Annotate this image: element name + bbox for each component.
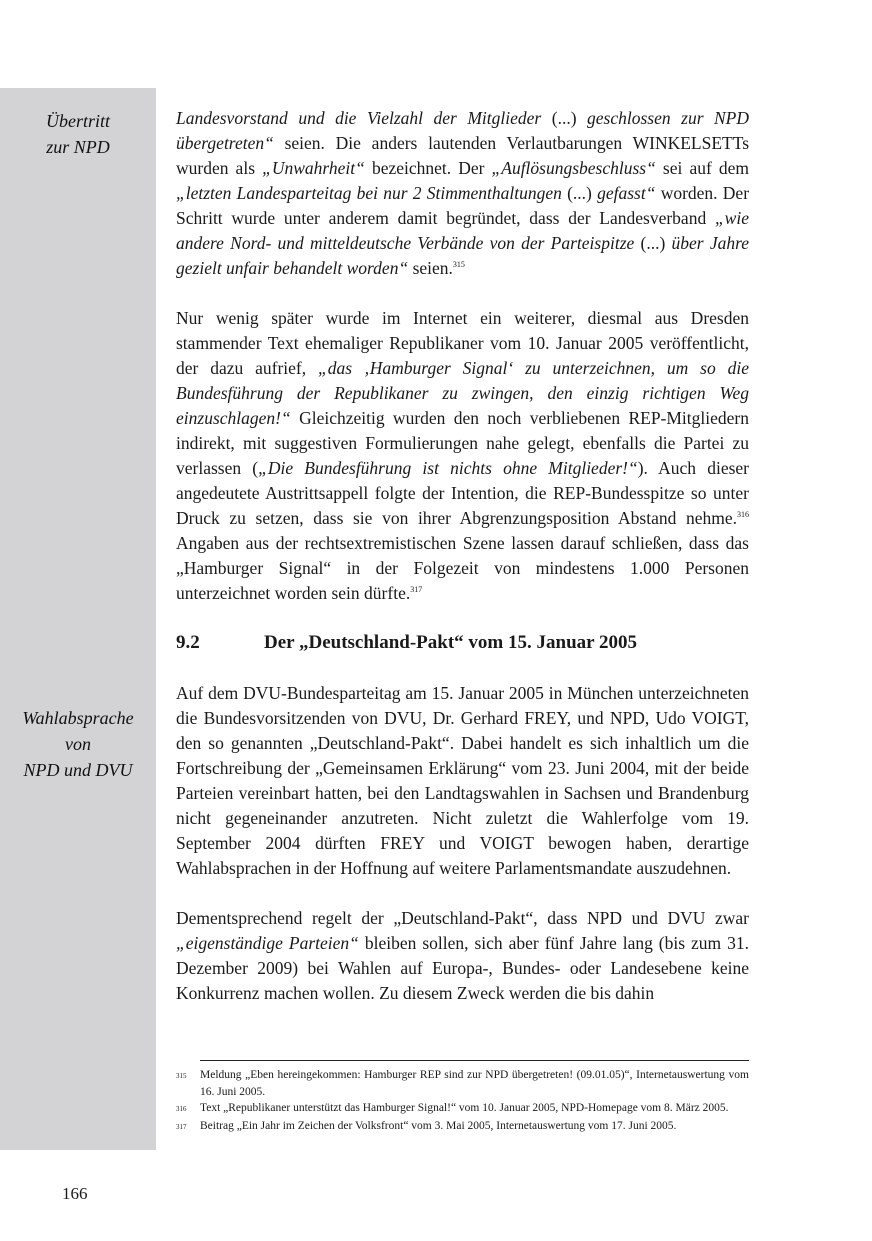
footnote-text: Meldung „Eben hereingekommen: Hamburger REP sind zur NPD übergetreten! (09.01.05)“, Internetauswertung vom 16. Juni 2005. bbox=[200, 1069, 749, 1098]
text-run: Gleichzeitig wurden den noch verbliebenen REP-Mitgliedern indirekt, mit suggestiven Formulierungen nahe gelegt, ebenfalls die Partei zu verlassen ( bbox=[176, 408, 749, 478]
text-run: worden. Der Schritt wurde unter anderem damit begründet, dass der Landesverband bbox=[176, 183, 750, 228]
footnote-text: Beitrag „Ein Jahr im Zeichen der Volksfront“ vom 3. Mai 2005, Internetauswertung vom 17. Juni 2005. bbox=[200, 1119, 677, 1132]
quoted-text: „letzten Landesparteitag bei nur 2 Stimmenthaltungen bbox=[176, 183, 562, 203]
text-run: (...) bbox=[541, 108, 588, 128]
margin-sidebar bbox=[0, 88, 156, 1150]
footnote-reference: 315 bbox=[452, 260, 465, 270]
quoted-text: gefasst“ bbox=[597, 183, 656, 203]
quoted-text: „wie andere Nord- und mitteldeutsche Verbände von der Parteispitze bbox=[176, 208, 749, 253]
paragraph-deutschland-pakt bbox=[176, 681, 749, 881]
quoted-text: „Die Bundesführung ist nichts ohne Mitglieder!“ bbox=[258, 458, 638, 478]
footnote-reference: 317 bbox=[410, 585, 423, 595]
quoted-text: „eigenständige Parteien“ bbox=[176, 933, 359, 953]
quoted-text: über Jahre gezielt unfair behandelt worden“ bbox=[176, 233, 750, 278]
footnote-number: 315 bbox=[176, 1072, 187, 1080]
text-run: Dementsprechend regelt der „Deutschland-Pakt“, dass NPD und DVU zwar bbox=[176, 908, 749, 928]
text-run: (...) bbox=[561, 183, 598, 203]
quoted-text: geschlossen zur NPD übergetreten“ bbox=[176, 108, 750, 153]
footnote-317 bbox=[176, 1118, 749, 1136]
footnote-316 bbox=[176, 1100, 749, 1118]
margin-note-line: zur NPD bbox=[46, 137, 110, 157]
footnote-315 bbox=[176, 1067, 749, 1100]
quoted-text: „Unwahrheit“ bbox=[262, 158, 365, 178]
main-text-column-2 bbox=[176, 681, 749, 1006]
margin-note-line: NPD und DVU bbox=[23, 760, 133, 780]
main-text-column bbox=[176, 106, 749, 606]
text-run: seien. Die anders lautenden Verlautbarungen WINKELSETTs wurden als bbox=[176, 133, 749, 178]
margin-note-wahlabsprache bbox=[0, 705, 156, 783]
text-run: sei auf dem bbox=[655, 158, 749, 178]
paragraph-dementsprechend bbox=[176, 906, 749, 1006]
section-title: Der „Deutschland-Pakt“ vom 15. Januar 2005 bbox=[264, 632, 637, 653]
text-run: Angaben aus der rechtsextremistischen Szene lassen darauf schließen, dass das „Hamburger Signal“ in der Folgezeit von mindestens 1.000 Personen unterzeichnet worden sein dürfte. bbox=[176, 533, 749, 603]
footnotes bbox=[176, 1067, 749, 1135]
margin-note-line: Wahlabsprache bbox=[22, 708, 134, 728]
section-heading bbox=[176, 630, 749, 656]
quoted-text: Landesvorstand und die Vielzahl der Mitglieder bbox=[176, 108, 542, 128]
footnote-divider bbox=[200, 1060, 749, 1061]
quoted-text: „Auflösungsbeschluss“ bbox=[491, 158, 656, 178]
footnote-number: 316 bbox=[176, 1105, 187, 1113]
margin-note-line: Übertritt bbox=[45, 111, 110, 131]
text-run: ). Auch dieser angedeutete Austrittsappell folgte der Intention, die REP-Bundesspitze so unter Druck zu setzen, dass sie von ihrer Abgrenzungsposition Abstand nehme. bbox=[176, 458, 749, 528]
text-run: (...) bbox=[634, 233, 672, 253]
text-run: Auf dem DVU-Bundesparteitag am 15. Januar 2005 in München unterzeichneten die Bundesvorsitzenden von DVU, Dr. Gerhard FREY, und NPD, Udo VOIGT, den so genannten „Deutschland-Pakt“. Dabei handelt es sich inhaltlich um die Fortschreibung der „Gemeinsamen Erklärung“ vom 23. Juni 2004, mit der beide Parteien vereinbart hatten, bei den Landtagswahlen in Sachsen und Brandenburg nicht gegeneinander anzutreten. Nicht zuletzt die Wahlerfolge vom 19. September 2004 dürften FREY und VOIGT bewogen haben, derartige Wahlabsprachen in der Hoffnung auf weitere Parlamentsmandate auszudehnen. bbox=[176, 683, 749, 878]
margin-note-uebertritt bbox=[0, 108, 156, 160]
text-run: bezeichnet. Der bbox=[364, 158, 492, 178]
footnote-number: 317 bbox=[176, 1122, 187, 1131]
footnote-text: Text „Republikaner unterstützt das Hamburger Signal!“ vom 10. Januar 2005, NPD-Homepage vom 8. März 2005. bbox=[200, 1102, 729, 1114]
margin-note-line: von bbox=[65, 734, 91, 754]
section-number: 9.2 bbox=[176, 632, 200, 653]
text-run: seien. bbox=[408, 258, 453, 278]
text-run: Nur wenig später wurde im Internet ein weiterer, diesmal aus Dresden stammender Text ehemaliger Republikaner vom 10. Januar 2005 veröffentlicht, der dazu aufrief, bbox=[176, 308, 749, 378]
text-run: bleiben sollen, sich aber fünf Jahre lang (bis zum 31. Dezember 2009) bei Wahlen auf Europa-, Bundes- oder Landesebene keine Konkurrenz machen wollen. Zu diesem Zweck werden die bis dahin bbox=[176, 933, 749, 1003]
footnote-reference: 316 bbox=[737, 510, 749, 520]
page-number: 166 bbox=[62, 1184, 88, 1203]
paragraph-hamburger-signal bbox=[176, 306, 749, 606]
quoted-text: „das ‚Hamburger Signal‘ zu unterzeichnen, um so die Bundesführung der Republikaner zu zwingen, den einzig richtigen Weg einzuschlagen!“ bbox=[176, 358, 749, 428]
paragraph-uebertritt bbox=[176, 106, 749, 281]
